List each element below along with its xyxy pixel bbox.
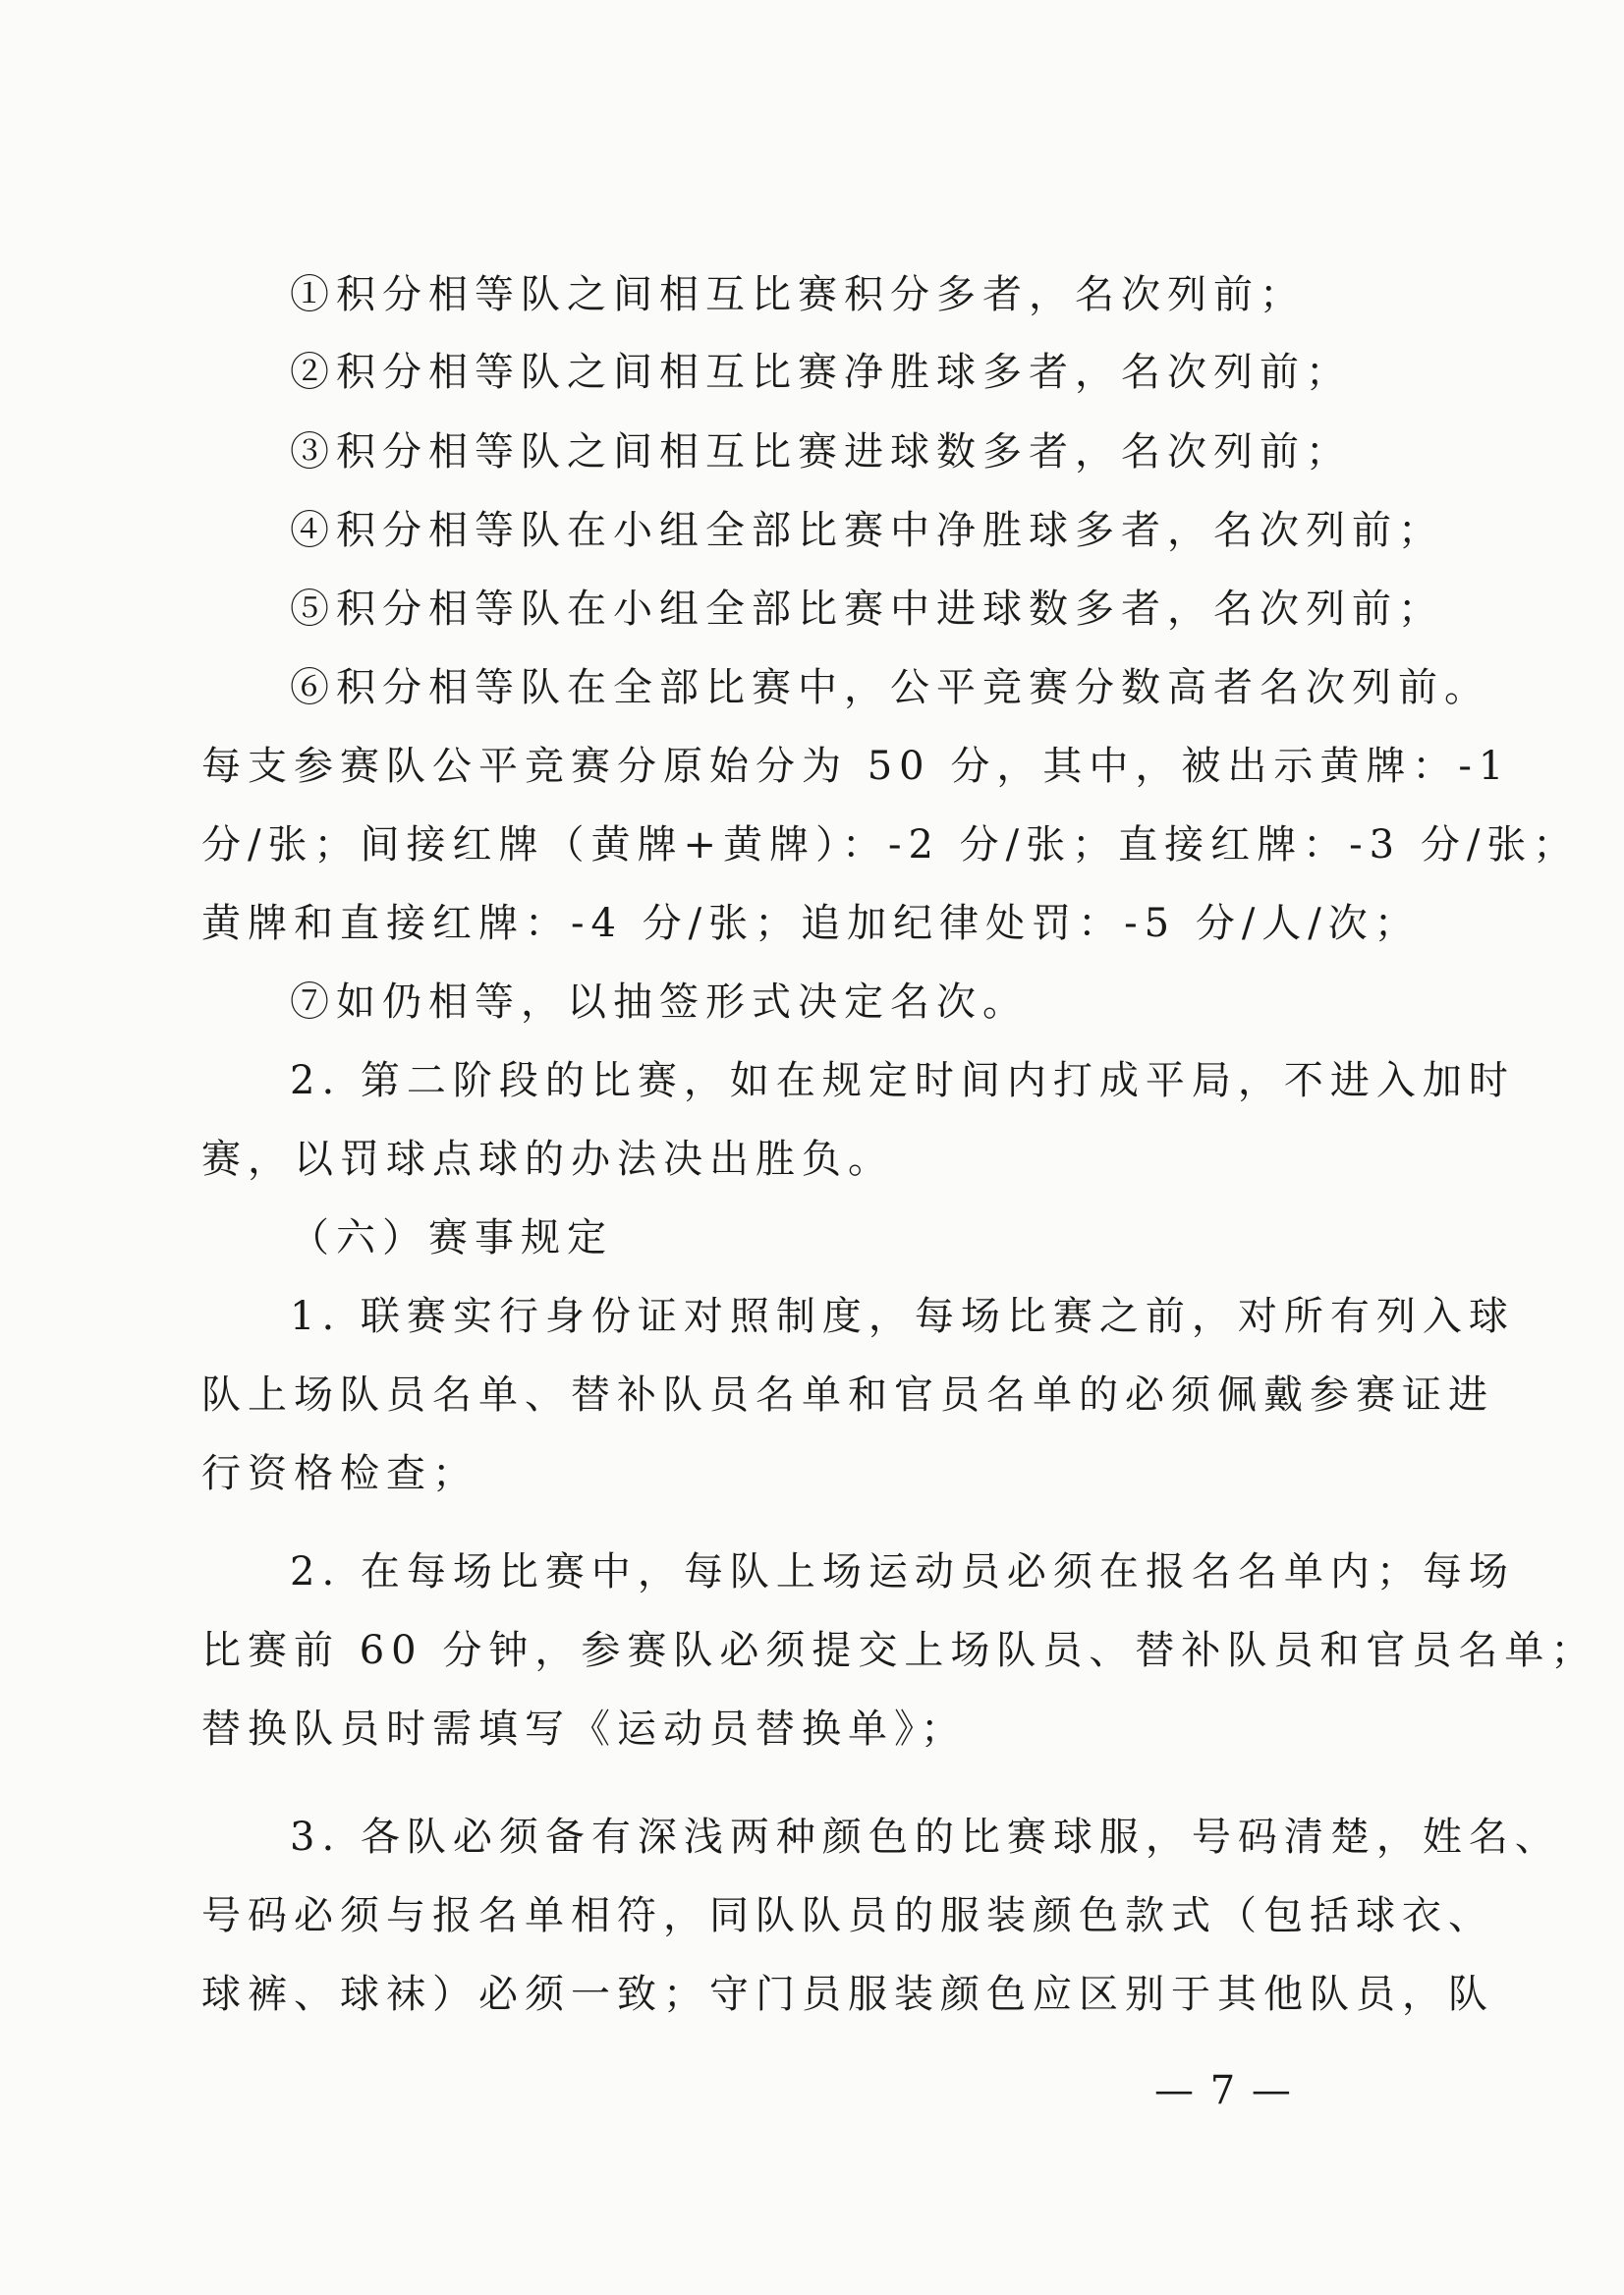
text-line-12: 赛，以罚球点球的办法决出胜负。 <box>201 1137 894 1182</box>
text-line-21: 号码必须与报名单相符，同队队员的服装颜色款式（包括球衣、 <box>201 1893 1494 1938</box>
section-heading: （六）赛事规定 <box>290 1215 613 1260</box>
text-line-17: 2. 在每场比赛中，每队上场运动员必须在报名名单内；每场 <box>290 1549 1515 1595</box>
text-line-5: ⑤积分相等队在小组全部比赛中进球数多者，名次列前； <box>290 587 1444 632</box>
text-line-16: 行资格检查； <box>201 1451 478 1496</box>
text-line-14: 1. 联赛实行身份证对照制度，每场比赛之前，对所有列入球 <box>290 1294 1515 1339</box>
text-line-6: ⑥积分相等队在全部比赛中，公平竞赛分数高者名次列前。 <box>290 665 1490 710</box>
text-line-3: ③积分相等队之间相互比赛进球数多者，名次列前； <box>290 429 1352 475</box>
page-number: — 7 — <box>1154 2068 1293 2113</box>
text-line-1: ①积分相等队之间相互比赛积分多者，名次列前； <box>290 272 1306 317</box>
text-line-18: 比赛前 60 分钟，参赛队必须提交上场队员、替补队员和官员名单； <box>201 1628 1597 1673</box>
text-line-15: 队上场队员名单、替补队员名单和官员名单的必须佩戴参赛证进 <box>201 1372 1494 1418</box>
text-line-11: 2. 第二阶段的比赛，如在规定时间内打成平局，不进入加时 <box>290 1058 1515 1103</box>
text-line-4: ④积分相等队在小组全部比赛中净胜球多者，名次列前； <box>290 508 1444 553</box>
text-line-10: ⑦如仍相等，以抽签形式决定名次。 <box>290 980 1029 1025</box>
text-line-8: 分/张；间接红牌（黄牌+黄牌）：-2 分/张；直接红牌：-3 分/张； <box>201 822 1580 868</box>
text-line-7: 每支参赛队公平竞赛分原始分为 50 分，其中，被出示黄牌：-1 <box>201 744 1511 789</box>
text-line-2: ②积分相等队之间相互比赛净胜球多者，名次列前； <box>290 350 1352 395</box>
text-line-22: 球裤、球袜）必须一致；守门员服装颜色应区别于其他队员，队 <box>201 1972 1494 2017</box>
text-line-9: 黄牌和直接红牌：-4 分/张；追加纪律处罚：-5 分/人/次； <box>201 901 1421 946</box>
text-line-19: 替换队员时需填写《运动员替换单》； <box>201 1707 967 1752</box>
text-line-20: 3. 各队必须备有深浅两种颜色的比赛球服，号码清楚，姓名、 <box>290 1815 1561 1860</box>
